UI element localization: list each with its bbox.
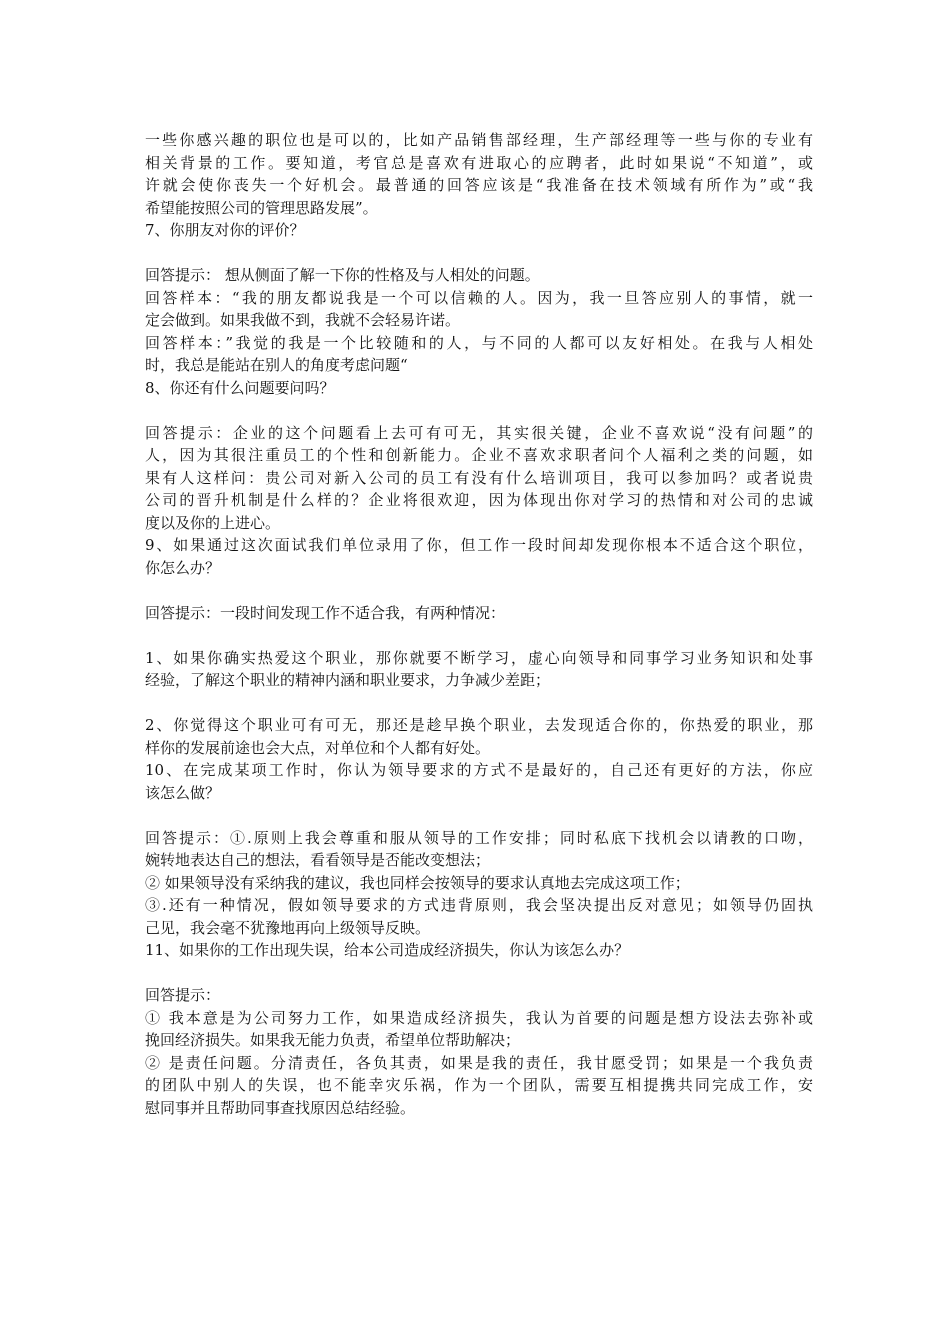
text-line: 9、如果通过这次面试我们单位录用了你，但工作一段时间却发现你根本不适合这个职位， [145,536,813,554]
text-line: 相关背景的工作。要知道，考官总是喜欢有进取心的应聘者，此时如果说“不知道”，或 [145,153,813,172]
text-line: 11、如果你的工作出现失误，给本公司造成经济损失，你认为该怎么办？ [145,941,630,959]
text-line: 回答提示：一段时间发现工作不适合我，有两种情况： [145,603,506,622]
blank-line [145,692,813,715]
text-line: 人，因为其很注重员工的个性和创新能力。企业不喜欢求职者问个人福利之类的问题，如 [145,446,813,464]
blank-line [145,242,813,265]
text-line: 婉转地表达自己的想法，看看领导是否能改变想法； [145,851,491,869]
text-line: 许就会使你丧失一个好机会。最普通的回答应该是“我准备在技术领域有所作为”或“我 [145,176,813,194]
text-line: 时，我总是能站在别人的角度考虑问题“ [145,356,408,374]
text-line: 己见，我会毫不犹豫地再向上级领导反映。 [145,918,431,937]
text-line: 公司的晋升机制是什么样的？企业将很欢迎，因为体现出你对学习的热情和对公司的忠诚 [145,491,813,509]
blank-line [145,804,813,827]
text-line: 经验，了解这个职业的精神内涵和职业要求，力争减少差距； [145,671,551,689]
blank-line [145,579,813,602]
text-line: 回答提示： [145,986,221,1004]
text-line: 你怎么办？ [145,558,221,577]
text-line: 10、在完成某项工作时，你认为领导要求的方式不是最好的，自己还有更好的方法，你应 [145,761,813,779]
text-line: 回答样本：“我的朋友都说我是一个可以信赖的人。因为，我一旦答应别人的事情，就一 [145,288,813,307]
text-line: 果有人这样问：贵公司对新入公司的员工有没有什么培训项目，我可以参加吗？或者说贵 [145,468,813,487]
text-line: 1、如果你确实热爱这个职业，那你就要不断学习，虚心向领导和同事学习业务知识和处事 [145,648,813,667]
text-line: 2、你觉得这个职业可有可无，那还是趁早换个职业，去发现适合你的，你热爱的职业，那 [145,716,813,734]
text-line: ② 如果领导没有采纳我的建议，我也同样会按领导的要求认真地去完成这项工作； [145,873,690,892]
text-line: 7、你朋友对你的评价？ [145,221,305,239]
document-body [145,129,813,1119]
text-line: 慰同事并且帮助同事查找原因总结经验。 [145,1098,416,1117]
text-line: 回答样本：”我觉的我是一个比较随和的人，与不同的人都可以友好相处。在我与人相处 [145,333,813,352]
text-line: 定会做到。如果我做不到，我就不会轻易许诺。 [145,311,461,329]
text-line: ① 我本意是为公司努力工作，如果造成经济损失，我认为首要的问题是想方设法去弥补或 [145,1008,813,1027]
text-line: 该怎么做？ [145,783,221,802]
text-line: 8、你还有什么问题要问吗？ [145,378,335,397]
text-line: 的团队中别人的失误，也不能幸灾乐祸，作为一个团队，需要互相提携共同完成工作，安 [145,1076,813,1094]
blank-line [145,399,813,422]
text-line: ② 是责任问题。分清责任，各负其责，如果是我的责任，我甘愿受罚；如果是一个我负责 [145,1053,813,1072]
text-line: 回答提示： 想从侧面了解一下你的性格及与人相处的问题。 [145,266,540,284]
text-line: 回答提示：①.原则上我会尊重和服从领导的工作安排；同时私底下找机会以请教的口吻， [145,828,813,847]
text-line: 挽回经济损失。如果我无能力负责，希望单位帮助解决； [145,1031,521,1049]
blank-line [145,624,813,647]
text-line: 一些你感兴趣的职位也是可以的，比如产品销售部经理，生产部经理等一些与你的专业有 [145,131,813,149]
text-line: 希望能按照公司的管理思路发展”。 [145,198,378,217]
text-line: 度以及你的上进心。 [145,513,281,532]
blank-line [145,962,813,985]
text-line: ③.还有一种情况，假如领导要求的方式违背原则，我会坚决提出反对意见；如领导仍固执 [145,896,813,914]
text-line: 回答提示：企业的这个问题看上去可有可无，其实很关键，企业不喜欢说“没有问题”的 [145,423,813,442]
text-line: 样你的发展前途也会大点，对单位和个人都有好处。 [145,738,491,757]
